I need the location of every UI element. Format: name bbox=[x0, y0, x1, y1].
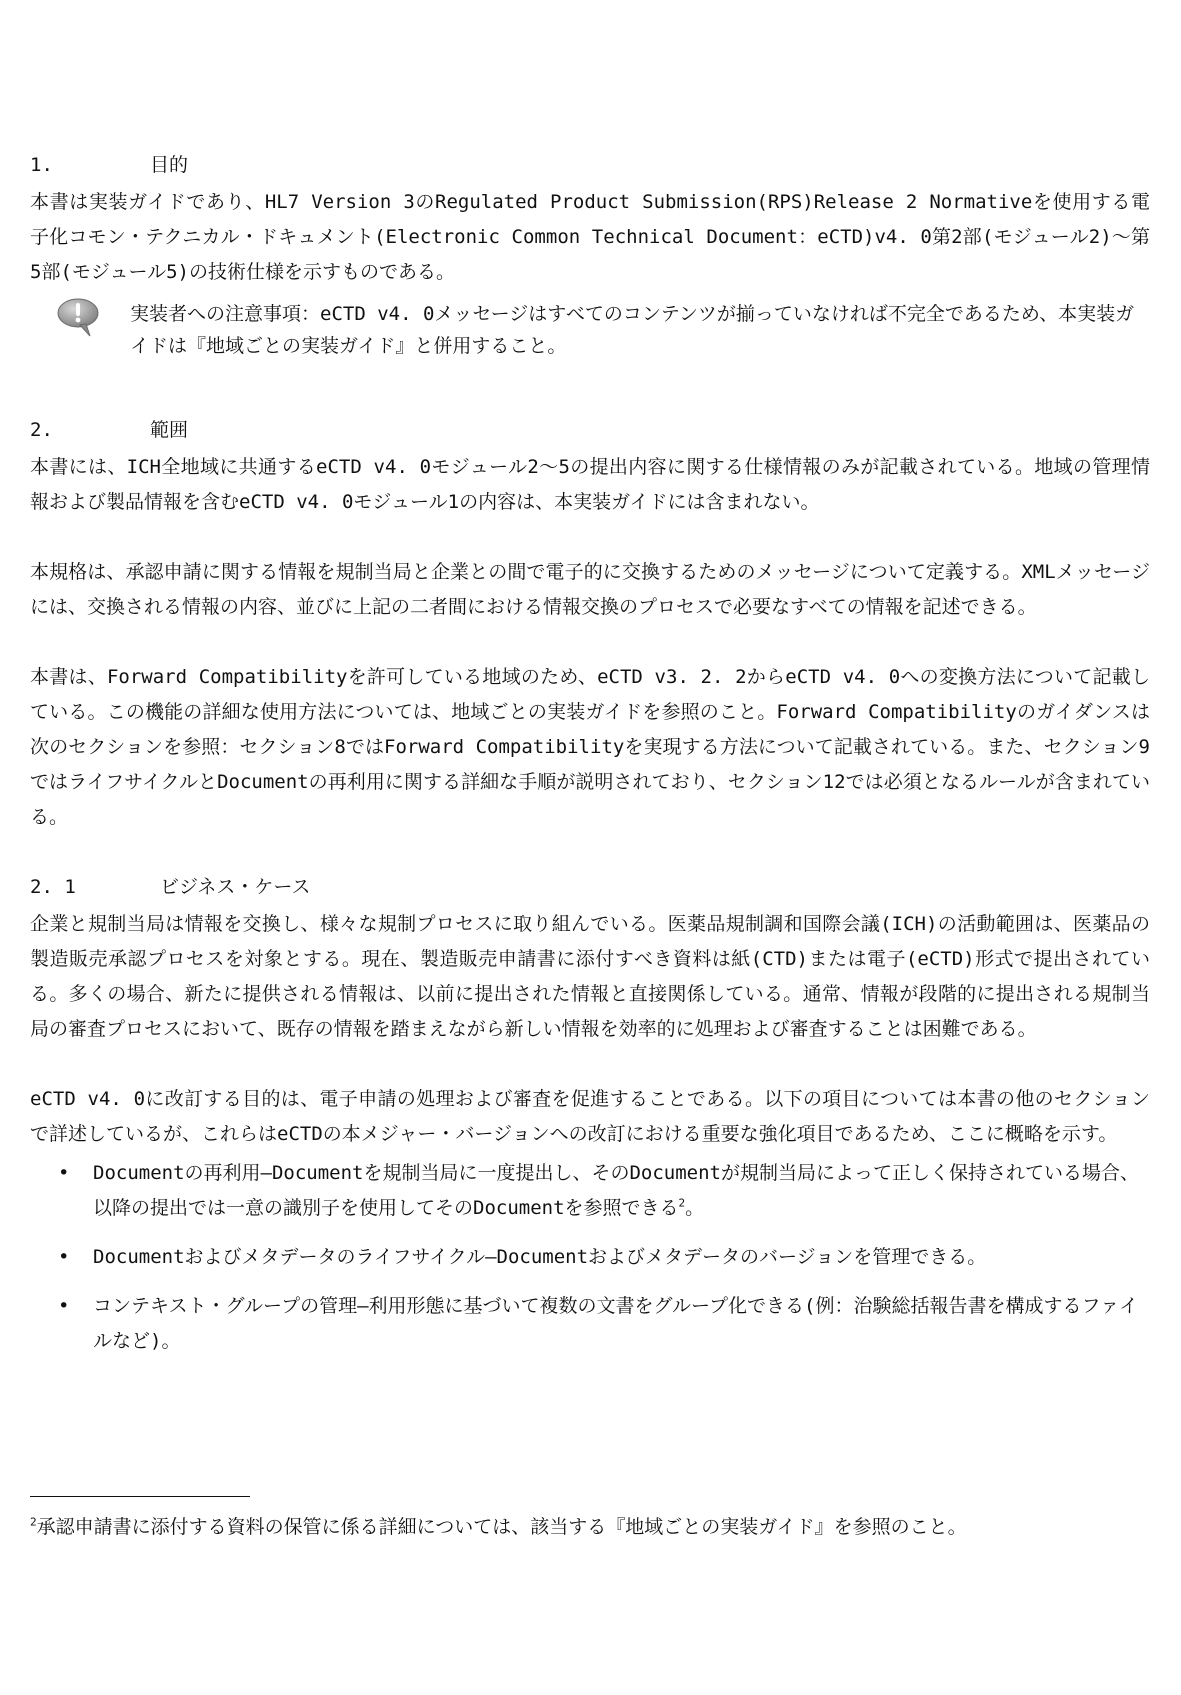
section-2-1-heading bbox=[30, 870, 1150, 905]
section-2-heading bbox=[30, 413, 1150, 448]
speech-bubble-exclamation-icon bbox=[56, 298, 100, 338]
implementer-note bbox=[30, 298, 1150, 362]
section-2-paragraph-3: 本書は、Forward Compatibilityを許可している地域のため、eCTD v3. 2. 2からeCTD v4. 0への変換方法について記載している。この機能の詳細な使用方法については、地域ごとの実装ガイドを参照のこと。Forward Compatibilityのガイダンスは次のセクションを参照：セクション8ではForward Compatibilityを実現する方法について記載されている。また、セクション9ではライフサイクルとDocumentの再利用に関する詳細な手順が説明されており、セクション12では必須となるルールが含まれている。 bbox=[30, 666, 1150, 828]
section-2-paragraph-1: 本書には、ICH全地域に共通するeCTD v4. 0モジュール2～5の提出内容に関する仕様情報のみが記載されている。地域の管理情報および製品情報を含むeCTD v4. 0モジュール1の内容は、本実装ガイドには含まれない。 bbox=[30, 456, 1150, 513]
list-item bbox=[30, 1240, 1150, 1275]
footnote-marker: 2 bbox=[30, 1515, 37, 1529]
list-item-text: コンテキスト・グループの管理―利用形態に基づいて複数の文書をグループ化できる(例：治験総括報告書を構成するファイルなど)。 bbox=[93, 1295, 1139, 1352]
list-item-text: Documentの再利用―Documentを規制当局に一度提出し、そのDocumentが規制当局によって正しく保持されている場合、以降の提出では一意の識別子を使用してそのDocumentを参照できる bbox=[93, 1162, 1139, 1219]
section-1-heading bbox=[30, 148, 1150, 183]
enhancement-list bbox=[30, 1156, 1150, 1359]
footnote bbox=[30, 1512, 1150, 1542]
list-item-tail: 。 bbox=[685, 1197, 705, 1219]
section-title: 範囲 bbox=[150, 419, 189, 441]
section-number: 2. bbox=[30, 419, 53, 441]
section-title: ビジネス・ケース bbox=[160, 876, 311, 898]
list-item bbox=[30, 1156, 1150, 1226]
bullet: • bbox=[58, 1295, 70, 1317]
section-2-paragraph-2: 本規格は、承認申請に関する情報を規制当局と企業との間で電子的に交換するためのメッセージについて定義する。XMLメッセージには、交換される情報の内容、並びに上記の二者間における情報交換のプロセスで必要なすべての情報を記述できる。 bbox=[30, 561, 1150, 618]
footnote-reference[interactable]: 2 bbox=[678, 1196, 686, 1210]
section-2-1-paragraph-2: eCTD v4. 0に改訂する目的は、電子申請の処理および審査を促進することである。以下の項目については本書の他のセクションで詳述しているが、これらはeCTDの本メジャー・バージョンへの改訂における重要な強化項目であるため、ここに概略を示す。 bbox=[30, 1088, 1150, 1145]
bullet: • bbox=[58, 1162, 70, 1184]
bullet: • bbox=[58, 1246, 70, 1268]
section-1-body: 本書は実装ガイドであり、HL7 Version 3のRegulated Product Submission(RPS)Release 2 Normativeを使用する電子化コモン・テクニカル・ドキュメント(Electronic Common Technical Document：eCTD)v4. 0第2部(モジュール2)～第5部(モジュール5)の技術仕様を示すものである。 bbox=[30, 191, 1150, 283]
note-text: 実装者への注意事項：eCTD v4. 0メッセージはすべてのコンテンツが揃っていなければ不完全であるため、本実装ガイドは『地域ごとの実装ガイド』と併用すること。 bbox=[130, 303, 1135, 357]
list-item bbox=[30, 1289, 1150, 1359]
document-page bbox=[30, 148, 1150, 1373]
section-2-1-paragraph-1: 企業と規制当局は情報を交換し、様々な規制プロセスに取り組んでいる。医薬品規制調和国際会議(ICH)の活動範囲は、医薬品の製造販売承認プロセスを対象とする。現在、製造販売申請書に添付すべき資料は紙(CTD)または電子(eCTD)形式で提出されている。多くの場合、新たに提供される情報は、以前に提出された情報と直接関係している。通常、情報が段階的に提出される規制当局の審査プロセスにおいて、既存の情報を踏まえながら新しい情報を効率的に処理および審査することは困難である。 bbox=[30, 913, 1150, 1040]
section-number: 2. 1 bbox=[30, 876, 76, 898]
footnote-separator bbox=[30, 1496, 250, 1497]
footnote-text: 承認申請書に添付する資料の保管に係る詳細については、該当する『地域ごとの実装ガイド』を参照のこと。 bbox=[36, 1516, 967, 1538]
section-number: 1. bbox=[30, 154, 53, 176]
list-item-text: Documentおよびメタデータのライフサイクル―Documentおよびメタデータのバージョンを管理できる。 bbox=[93, 1246, 987, 1268]
section-title: 目的 bbox=[150, 154, 189, 176]
